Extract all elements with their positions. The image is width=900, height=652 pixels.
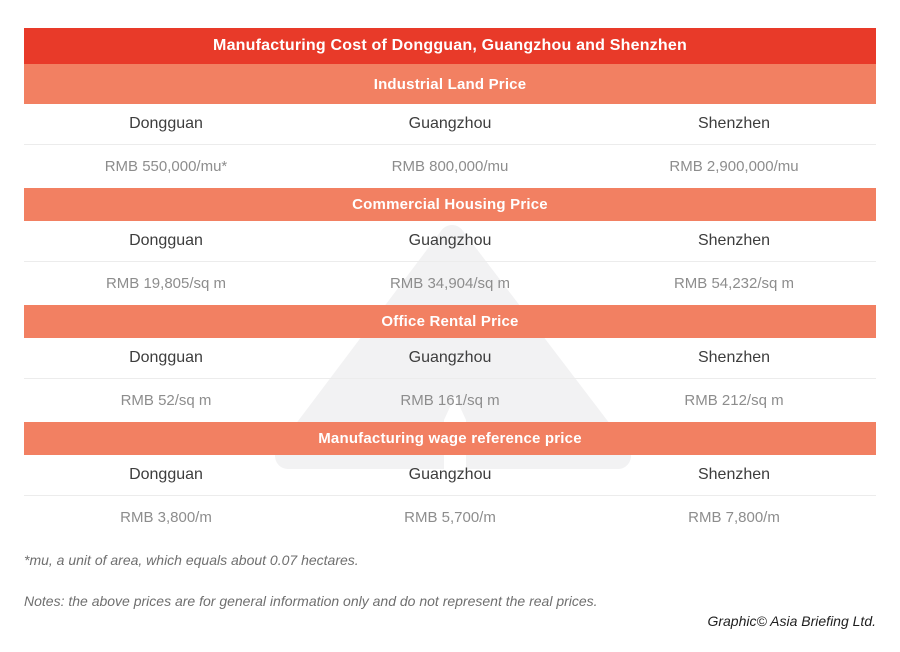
section-header-industrial-land-price <box>24 64 876 104</box>
city-cell-guangzhou: Guangzhou <box>408 349 492 366</box>
price-row <box>24 262 876 305</box>
price-cell: RMB 161/sq m <box>400 392 500 409</box>
city-cell-guangzhou: Guangzhou <box>408 466 492 483</box>
table-content <box>24 28 876 539</box>
city-cell-shenzhen: Shenzhen <box>697 349 771 366</box>
city-cell-dongguan: Dongguan <box>129 232 203 249</box>
price-cell: RMB 800,000/mu <box>391 158 509 175</box>
city-cell-shenzhen: Shenzhen <box>697 466 771 483</box>
cost-table <box>24 28 876 539</box>
footnote-mu-definition: *mu, a unit of area, which equals about 0.07 hectares. <box>24 552 359 568</box>
city-cell-dongguan: Dongguan <box>129 349 203 366</box>
price-row <box>24 496 876 539</box>
price-cell: RMB 212/sq m <box>684 392 784 409</box>
city-cell-shenzhen: Shenzhen <box>697 232 771 249</box>
city-cell-dongguan: Dongguan <box>129 466 203 483</box>
section-label: Office Rental Price <box>381 313 519 330</box>
price-cell: RMB 7,800/m <box>688 509 780 526</box>
section-header-office-rental-price <box>24 305 876 338</box>
city-cell-guangzhou: Guangzhou <box>408 115 492 132</box>
section-header-commercial-housing-price <box>24 188 876 221</box>
price-row <box>24 379 876 422</box>
city-header-row <box>24 104 876 145</box>
table-title: Manufacturing Cost of Dongguan, Guangzhou and Shenzhen <box>213 37 687 54</box>
city-cell-shenzhen: Shenzhen <box>697 115 771 132</box>
city-header-row <box>24 455 876 496</box>
price-cell: RMB 550,000/mu* <box>104 158 228 175</box>
price-row <box>24 145 876 188</box>
price-cell: RMB 19,805/sq m <box>105 275 227 292</box>
footnote-disclaimer: Notes: the above prices are for general information only and do not represent the real prices. <box>24 593 598 609</box>
city-header-row <box>24 338 876 379</box>
price-cell: RMB 54,232/sq m <box>673 275 795 292</box>
price-cell: RMB 34,904/sq m <box>389 275 511 292</box>
price-cell: RMB 5,700/m <box>404 509 496 526</box>
price-cell: RMB 2,900,000/mu <box>669 158 799 175</box>
price-cell: RMB 3,800/m <box>120 509 212 526</box>
graphic-credit: Graphic© Asia Briefing Ltd. <box>707 613 876 629</box>
price-cell: RMB 52/sq m <box>120 392 212 409</box>
city-cell-guangzhou: Guangzhou <box>408 232 492 249</box>
section-label: Commercial Housing Price <box>352 196 548 213</box>
city-cell-dongguan: Dongguan <box>129 115 203 132</box>
section-label: Manufacturing wage reference price <box>318 430 582 447</box>
section-label: Industrial Land Price <box>373 75 527 93</box>
table-title-bar <box>24 28 876 64</box>
city-header-row <box>24 221 876 262</box>
section-header-manufacturing-wage-reference-price <box>24 422 876 455</box>
